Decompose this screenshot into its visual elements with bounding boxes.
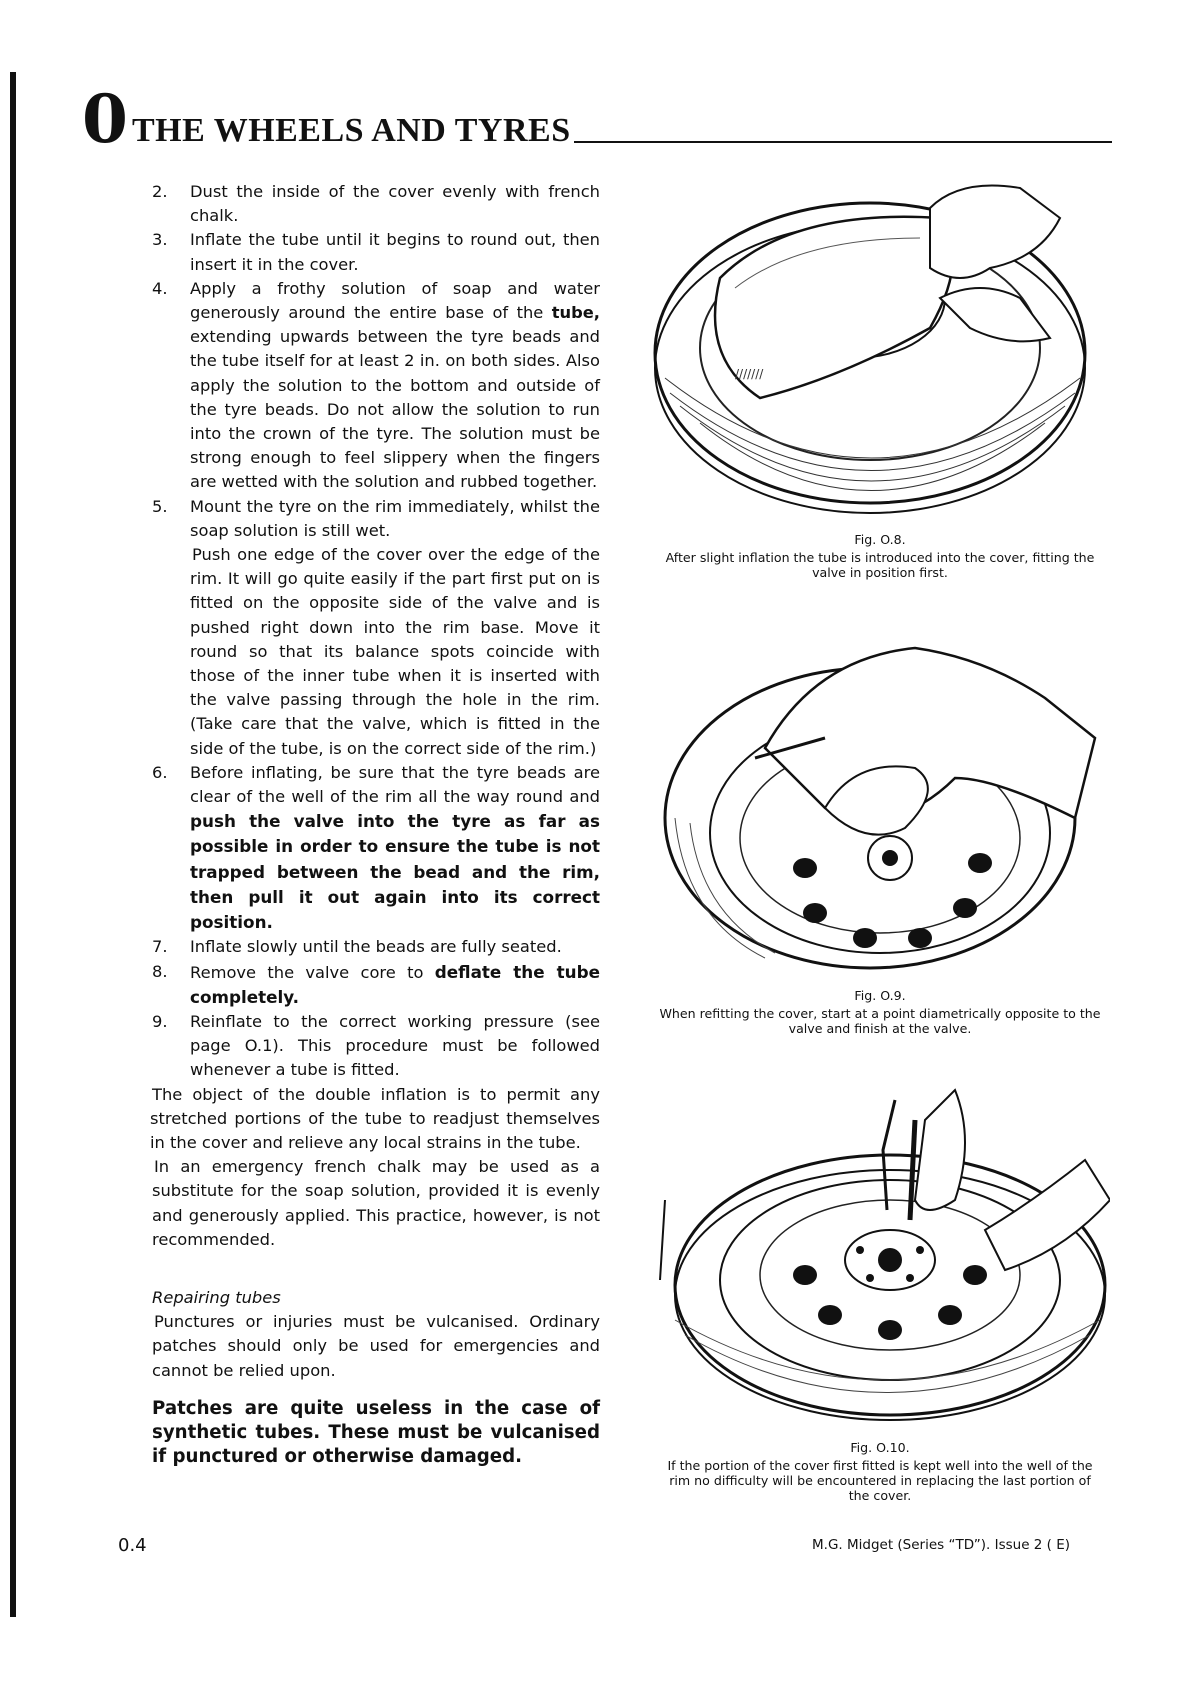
step-text xyxy=(190,761,600,935)
page-number: 0.4 xyxy=(118,1535,147,1556)
figure-o8-illustration xyxy=(640,178,1110,523)
section-title: THE WHEELS AND TYRES xyxy=(132,112,571,149)
svg-text:///////: /////// xyxy=(735,367,764,381)
step-number: 8. xyxy=(152,961,168,981)
emergency-paragraph: In an emergency french chalk may be used as a substitute for the soap solution, provided it is evenly and generously applied. This practice, however, is not recommended. xyxy=(152,1157,600,1249)
step-7 xyxy=(152,935,600,959)
step-text-before: Remove the valve core to xyxy=(190,962,435,982)
figure-caption-text: When refitting the cover, start at a point diametrically opposite to the valve and finish at the valve. xyxy=(659,1006,1101,1036)
figure-o10-illustration xyxy=(655,1080,1110,1425)
step-text: Mount the tyre on the rim immediately, whilst the soap solution is still wet. xyxy=(190,496,600,540)
figure-o8-caption xyxy=(660,532,1100,580)
step-9 xyxy=(152,1010,600,1083)
step-4 xyxy=(152,277,600,495)
figure-o9-illustration xyxy=(655,618,1110,973)
step-continuation: Push one edge of the cover over the edge of the rim. It will go quite easily if the part first put on is fitted on the opposite side of the valve and is pushed right down into the rim base. Move it round so that its balance spots coincide with those of the inner tube when it is inserted with the valve passing through the hole in the rim. (Take care that the valve, which is fitted in the side of the tube, is on the correct side of the rim.) xyxy=(190,545,600,758)
step-number: 2. xyxy=(152,182,168,201)
step-6 xyxy=(152,761,600,935)
step-8 xyxy=(152,960,600,1010)
step-text-before: Before inflating, be sure that the tyre beads are clear of the well of the rim all the way round and xyxy=(190,762,600,807)
step-text: Inflate slowly until the beads are fully seated. xyxy=(190,937,562,957)
title-rule xyxy=(574,141,1112,143)
step-text: Reinflate to the correct working pressure (see page O.1). This procedure must be followed whenever a tube is fitted. xyxy=(190,1011,600,1080)
figure-o9-caption xyxy=(655,988,1105,1036)
binding-edge-bar xyxy=(10,72,16,1617)
step-text xyxy=(190,960,600,1010)
step-text: Inflate the tube until it begins to round out, then insert it in the cover. xyxy=(190,230,600,274)
figure-caption-text: After slight inflation the tube is introduced into the cover, fitting the valve in position first. xyxy=(665,550,1095,580)
step-bold-text: tube, xyxy=(551,303,600,323)
main-text-column xyxy=(152,180,600,1469)
repairing-tubes-heading: Repairing tubes xyxy=(152,1287,281,1307)
step-bold-text: deflate the tube completely. xyxy=(190,961,600,1007)
step-text-before: Apply a frothy solution of soap and water generously around the entire base of the xyxy=(190,278,600,323)
step-number: 7. xyxy=(152,937,168,957)
step-number: 5. xyxy=(152,496,168,516)
step-number: 4. xyxy=(152,278,168,298)
step-number: 6. xyxy=(152,762,168,782)
step-text xyxy=(190,277,600,495)
step-3 xyxy=(152,228,600,276)
synthetic-tubes-warning: Patches are quite useless in the case of synthetic tubes. These must be vulcanised if punctured or otherwise damaged. xyxy=(152,1397,600,1467)
section-letter: 0 xyxy=(82,80,128,158)
step-text: Dust the inside of the cover evenly with french chalk. xyxy=(190,182,600,226)
figure-label: Fig. O.9. xyxy=(854,988,906,1003)
double-inflation-paragraph: The object of the double inflation is to permit any stretched portions of the tube to readjust themselves in the cover and relieve any local strains in the tube. xyxy=(150,1084,600,1152)
figure-label: Fig. O.8. xyxy=(854,532,906,547)
publication-issue: M.G. Midget (Series “TD”). Issue 2 ( E) xyxy=(812,1537,1071,1553)
figure-label: Fig. O.10. xyxy=(850,1440,910,1455)
step-text-after: extending upwards between the tyre beads and the tube itself for at least 2 in. on both sides. Also apply the solution to the bottom and outside of the tyre beads. Do not allow the solution to run into the crown of the tyre. The solution must be strong enough to feel slippery when the fingers are wetted with the solution and rubbed together. xyxy=(190,327,600,492)
step-5 xyxy=(152,495,600,761)
figure-caption-text: If the portion of the cover first fitted is kept well into the well of the rim no difficulty will be encountered in replacing the last portion of the cover. xyxy=(667,1458,1093,1503)
step-bold-text: push the valve into the tyre as far as possible in order to ensure the tube is not trapped between the bead and the rim, then pull it out again into its correct position. xyxy=(190,811,600,933)
step-number: 3. xyxy=(152,230,168,250)
repairing-tubes-paragraph: Punctures or injuries must be vulcanised. Ordinary patches should only be used for emergencies and cannot be relied upon. xyxy=(152,1312,600,1380)
step-2 xyxy=(152,180,600,228)
figure-o10-caption xyxy=(660,1440,1100,1503)
step-number: 9. xyxy=(152,1011,168,1031)
